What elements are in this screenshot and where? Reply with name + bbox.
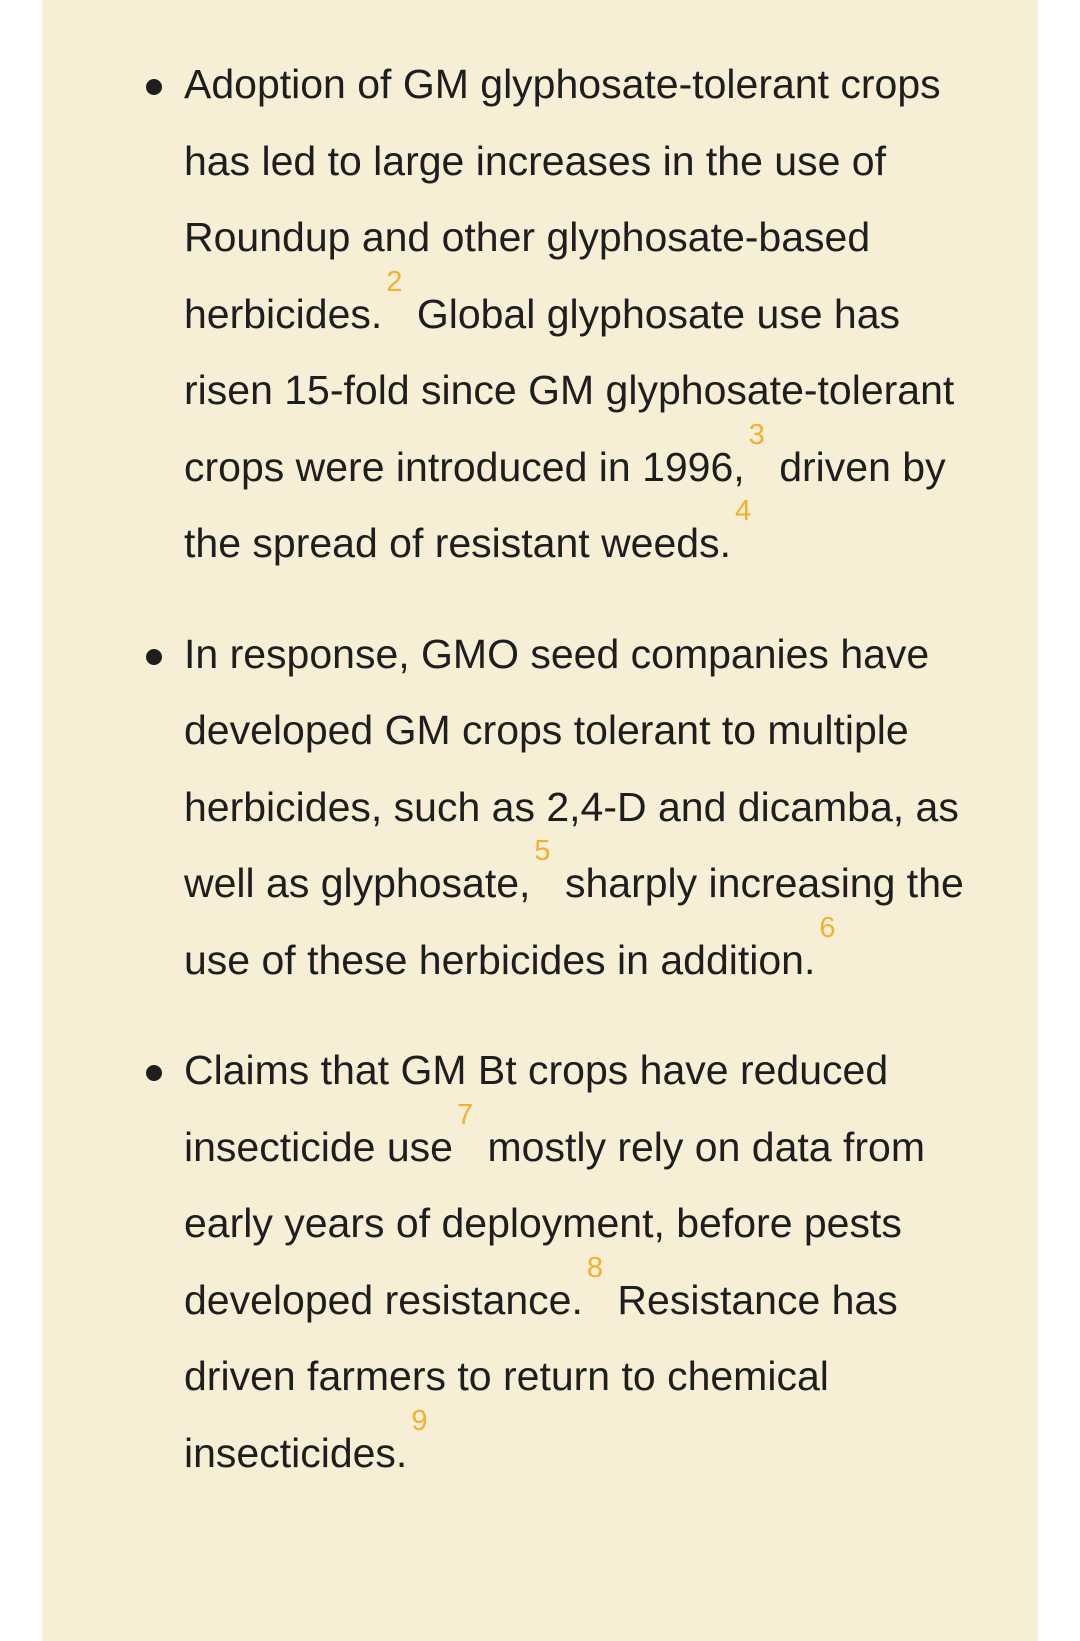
- bullet-text: Claims that GM Bt crops have reduced insecticide use: [184, 1047, 889, 1170]
- bullet-text: mostly rely on data from early years of deployment, before pests developed resistance.: [184, 1123, 925, 1323]
- bullet-text: In response, GMO seed companies have developed GM crops tolerant to multiple herbicides, such as 2,4-D and dicamba, as well as glyphosate,: [184, 630, 959, 906]
- list-item: [42, 616, 1038, 999]
- content-panel: [42, 0, 1038, 1641]
- bullet-list: [42, 46, 1038, 1525]
- list-item: [42, 1032, 1038, 1491]
- bullet-text: Global glyphosate use has risen 15-fold since GM glyphosate-tolerant crops were introduced in 1996,: [184, 290, 955, 490]
- bullet-icon: [146, 649, 162, 665]
- reference-link-9[interactable]: 9: [411, 1404, 428, 1437]
- reference-link-6[interactable]: 6: [819, 911, 836, 944]
- reference-link-2[interactable]: 2: [386, 265, 403, 298]
- reference-link-3[interactable]: 3: [748, 418, 765, 451]
- reference-link-8[interactable]: 8: [586, 1251, 604, 1284]
- reference-link-4[interactable]: 4: [734, 495, 752, 528]
- reference-link-7[interactable]: 7: [456, 1098, 474, 1131]
- reference-link-5[interactable]: 5: [534, 835, 551, 868]
- bullet-text: Adoption of GM glyphosate-tolerant crops has led to large increases in the use of Roundup and other glyphosate-based herbicides.: [184, 61, 941, 337]
- bullet-icon: [146, 1065, 162, 1081]
- bullet-icon: [146, 79, 162, 95]
- bullet-text: sharply increasing the use of these herbicides in addition.: [184, 860, 964, 983]
- bullet-text: Resistance has driven farmers to return to chemical insecticides.: [184, 1276, 898, 1476]
- bullet-text: driven by the spread of resistant weeds.: [184, 443, 946, 566]
- list-item: [42, 46, 1038, 582]
